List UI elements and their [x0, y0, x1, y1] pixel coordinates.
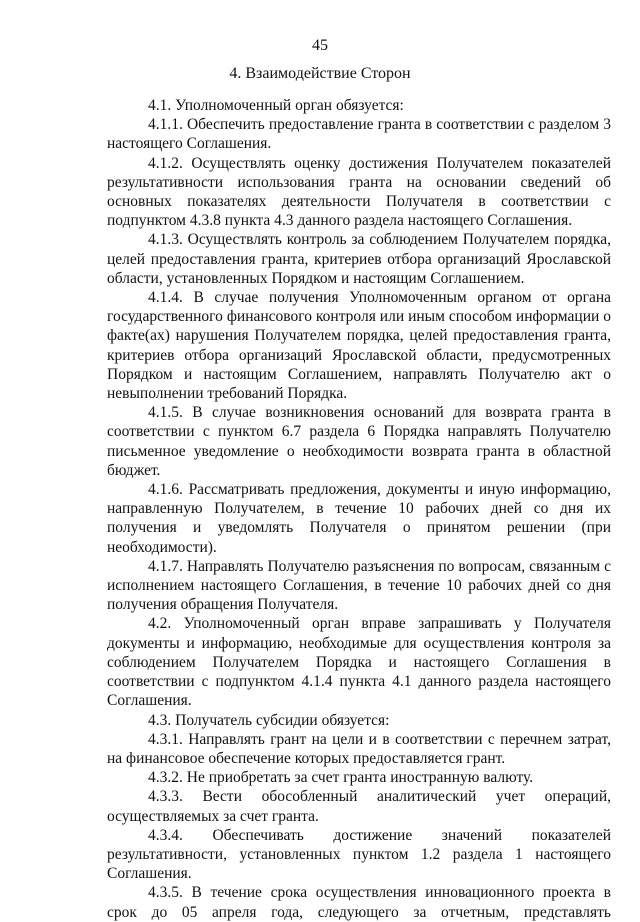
paragraph-4-1-3: 4.1.3. Осуществлять контроль за соблюдением Получателем порядка, целей предоставления гранта, критериев отбора организаций Ярославской области, установленных Порядком и настоящим Соглашением.	[107, 231, 611, 287]
paragraph-4-2: 4.2. Уполномоченный орган вправе запрашивать у Получателя документы и информацию, необходимые для осуществления контроля за соблюдением Получателем Порядка и настоящего Соглашения в соответствии с подпунктом 4.1.4 пункта 4.1 данного раздела настоящего Соглашения.	[107, 615, 611, 710]
paragraph-4-3: 4.3. Получатель субсидии обязуется:	[148, 711, 390, 729]
paragraph-4-1-6: 4.1.6. Рассматривать предложения, документы и иную информацию, направленную Получателем, в течение 10 рабочих дней со дня их получения и уведомлять Получателя о принятом решении (при необходимости).	[107, 481, 611, 556]
paragraph-4-3-3: 4.3.3. Вести обособленный аналитический учет операций, осуществляемых за счет гранта.	[107, 788, 611, 825]
paragraph-4-3-4: 4.3.4. Обеспечивать достижение значений показателей результативности, установленных пунктом 1.2 раздела 1 настоящего Соглашения.	[107, 826, 611, 883]
paragraph-4-3-1: 4.3.1. Направлять грант на цели и в соответствии с перечнем затрат, на финансовое обеспечение которых предоставляется грант.	[107, 730, 611, 767]
paragraph-4-1-2: 4.1.2. Осуществлять оценку достижения Получателем показателей результативности использования гранта на основании сведений об основных показателях деятельности Получателя в соответствии с подпунктом 4.3.8 пункта 4.3 данного раздела настоящего Соглашения.	[107, 154, 611, 230]
page-number: 45	[312, 37, 328, 54]
paragraph-4-1-1: 4.1.1. Обеспечить предоставление гранта в соответствии с разделом 3 настоящего Соглашения.	[107, 116, 611, 153]
paragraph-4-1-7: 4.1.7. Направлять Получателю разъяснения по вопросам, связанным с исполнением настоящего Соглашения, в течение 10 рабочих дней со дня получения обращения Получателя.	[107, 557, 611, 614]
paragraph-4-1-4: 4.1.4. В случае получения Уполномоченным органом от органа государственного финансового контроля или иным способом информации о факте(ах) нарушения Получателем порядка, целей предоставления гранта, критериев отбора организаций Ярославской области, предусмотренных Порядком и настоящим Соглашением, направлять Получателю акт о невыполнении требований Порядка.	[107, 289, 611, 403]
paragraph-4-1: 4.1. Уполномоченный орган обязуется:	[148, 97, 404, 114]
paragraph-4-1-5: 4.1.5. В случае возникновения оснований для возврата гранта в соответствии с пунктом 6.7 раздела 6 Порядка направлять Получателю письменное уведомление о необходимости возврата гранта в областной бюджет.	[107, 404, 611, 479]
section-title: 4. Взаимодействие Сторон	[229, 65, 411, 82]
paragraph-4-3-5: 4.3.5. В течение срока осуществления инновационного проекта в срок до 05 апреля года, следующего за отчетным, представлять	[107, 884, 611, 921]
paragraph-4-3-2: 4.3.2. Не приобретать за счет гранта иностранную валюту.	[148, 769, 534, 787]
document-body	[107, 96, 611, 922]
